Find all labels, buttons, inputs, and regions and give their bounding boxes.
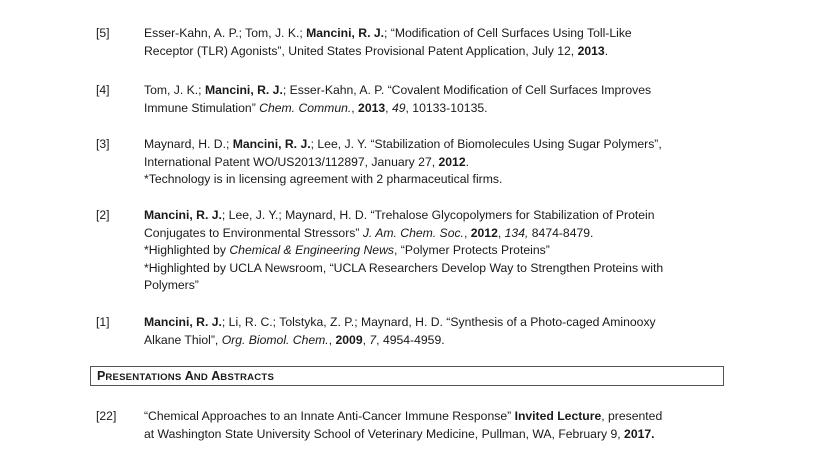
text-run: Tom, J. K.;: [144, 83, 205, 97]
text-run: ; Lee, J. Y. “Stabilization of Biomolecules Using Sugar Polymers”,: [310, 137, 662, 151]
italic-text: J. Am. Chem. Soc.: [362, 225, 464, 240]
reference-line: [144, 426, 736, 444]
italic-text: 134,: [504, 225, 529, 240]
reference-text: [144, 314, 736, 349]
text-run: ,: [328, 332, 336, 347]
text-run: , 4954-4959.: [376, 332, 445, 347]
text-run: ; Lee, J. Y.; Maynard, H. D. “Trehalose Glycopolymers for Stabilization of Protein: [221, 208, 655, 222]
reference-line: [144, 277, 736, 295]
reference-line: [144, 242, 736, 260]
text-run: *Highlighted by UCLA Newsroom, “UCLA Researchers Develop Way to Strengthen Proteins with: [144, 260, 664, 275]
text-run: Immune Stimulation”: [144, 100, 260, 115]
text-run: ; Li, R. C.; Tolstyka, Z. P.; Maynard, H. D. “Synthesis of a Photo-caged Aminooxy: [221, 315, 656, 329]
text-run: ; Esser-Kahn, A. P. “Covalent Modification of Cell Surfaces Improves: [282, 83, 652, 97]
text-run: ,: [497, 225, 505, 240]
italic-text: Chemical & Engineering News: [229, 243, 394, 258]
text-run: 8474-8479.: [528, 225, 594, 240]
text-run: ; “Modification of Cell Surfaces Using Toll-Like: [384, 26, 632, 40]
text-run: , 10133-10135.: [405, 100, 488, 115]
text-run: International Patent WO/US2013/112897, January 27,: [144, 154, 439, 169]
reference-number: [22]: [96, 409, 117, 423]
reference-number: [1]: [96, 315, 110, 329]
bold-text: 2013: [577, 43, 605, 58]
reference-text: [144, 25, 736, 60]
text-run: Conjugates to Environmental Stressors”: [144, 225, 363, 240]
bold-text: Mancini, R. J.: [204, 83, 283, 97]
publication-entry: [96, 25, 736, 60]
publication-entry: [96, 207, 736, 295]
reference-line: [144, 314, 736, 332]
bold-text: Invited Lecture: [514, 409, 602, 423]
reference-line: [144, 171, 736, 189]
text-run: Receptor (TLR) Agonists”, United States Provisional Patent Application, July 12,: [144, 43, 578, 58]
text-run: *Technology is in licensing agreement with 2 pharmaceutical firms.: [144, 172, 503, 187]
bold-text: 2013: [358, 100, 386, 115]
reference-line: [144, 260, 736, 278]
reference-number: [5]: [96, 26, 110, 40]
italic-text: Chem. Commun.: [259, 100, 352, 115]
reference-line: [144, 25, 736, 43]
italic-text: Org. Biomol. Chem.: [221, 332, 329, 347]
reference-line: [144, 154, 736, 172]
reference-number: [4]: [96, 83, 110, 97]
reference-line: [144, 82, 736, 100]
publication-entry: [96, 314, 736, 349]
reference-text: [144, 408, 736, 443]
publication-entry: [96, 82, 736, 117]
bold-text: 2017.: [624, 426, 655, 441]
reference-line: [144, 43, 736, 61]
text-run: ,: [463, 225, 471, 240]
text-run: at Washington State University School of Veterinary Medicine, Pullman, WA, February 9,: [144, 426, 625, 441]
text-run: , presented: [601, 409, 663, 423]
bold-text: 2012: [470, 225, 498, 240]
text-run: “Chemical Approaches to an Innate Anti-Cancer Immune Response”: [144, 409, 515, 423]
presentation-entry: [96, 408, 736, 443]
bold-text: Mancini, R. J.: [144, 315, 222, 329]
text-run: ,: [362, 332, 370, 347]
reference-line: [144, 408, 736, 426]
reference-text: [144, 136, 736, 189]
text-run: , “Polymer Protects Proteins”: [393, 243, 550, 258]
bold-text: Mancini, R. J.: [232, 137, 311, 151]
text-run: .: [465, 154, 470, 169]
text-run: Alkane Thiol”,: [144, 332, 222, 347]
reference-text: [144, 207, 736, 295]
publication-entry: [96, 136, 736, 189]
text-run: Polymers”: [144, 278, 199, 293]
text-run: ,: [351, 100, 359, 115]
text-run: *Highlighted by: [144, 243, 230, 258]
text-run: Maynard, H. D.;: [144, 137, 233, 151]
reference-line: [144, 100, 736, 118]
italic-text: 49: [391, 100, 406, 115]
reference-number: [3]: [96, 137, 110, 151]
reference-line: [144, 136, 736, 154]
bold-text: 2012: [438, 154, 466, 169]
reference-line: [144, 332, 736, 350]
text-run: Esser-Kahn, A. P.; Tom, J. K.;: [144, 26, 307, 40]
text-run: .: [604, 43, 609, 58]
italic-text: 7: [369, 332, 377, 347]
bold-text: Mancini, R. J.: [306, 26, 385, 40]
reference-text: [144, 82, 736, 117]
reference-number: [2]: [96, 208, 110, 222]
bold-text: Mancini, R. J.: [144, 208, 222, 222]
reference-line: [144, 225, 736, 243]
section-heading: PRESENTATIONS AND ABSTRACTS: [97, 369, 275, 383]
bold-text: 2009: [335, 332, 363, 347]
reference-line: [144, 207, 736, 225]
section-heading-box: [90, 366, 724, 386]
text-run: ,: [385, 100, 392, 115]
